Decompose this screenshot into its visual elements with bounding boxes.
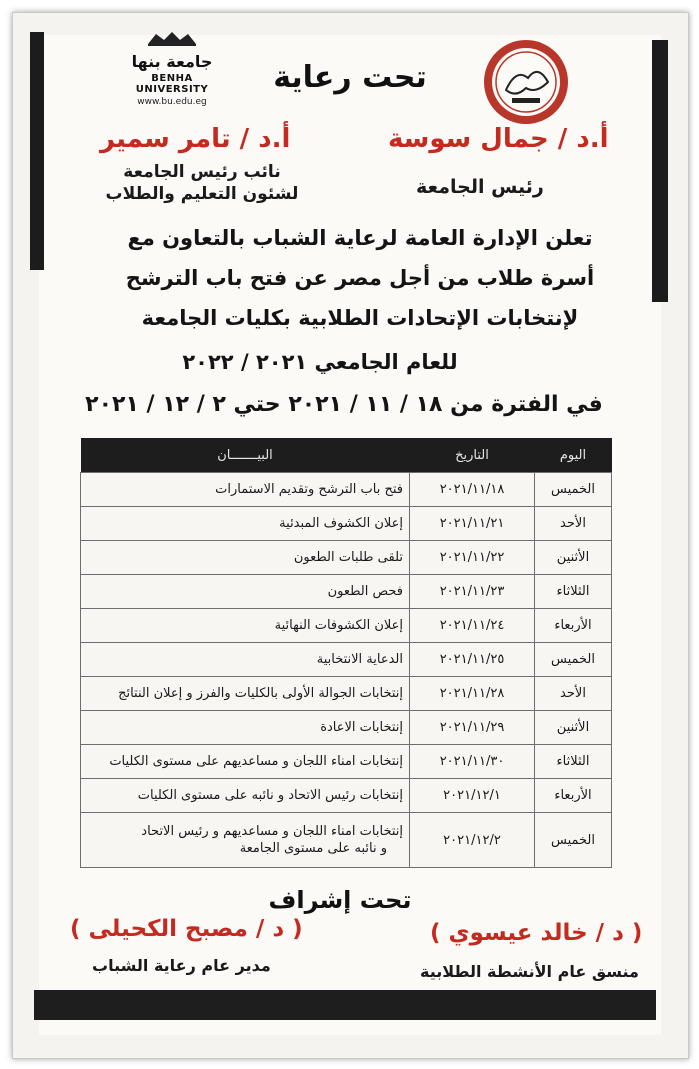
election-schedule-table bbox=[80, 438, 612, 868]
table-row bbox=[81, 677, 612, 711]
row-description: إنتخابات الجوالة الأولى بالكليات والفرز و إعلان النتائج bbox=[81, 677, 410, 711]
table-row bbox=[81, 813, 612, 868]
row-date: ٢٠٢١/١٢/٢ bbox=[410, 813, 535, 868]
row-day: الأحد bbox=[535, 507, 612, 541]
header-day: اليوم bbox=[535, 438, 612, 473]
announcement-line-1: تعلن الإدارة العامة لرعاية الشباب بالتعاون مع bbox=[127, 226, 593, 250]
supervisor-director-name: ( د / مصبح الكحيلى ) bbox=[70, 916, 303, 942]
header-description: البيـــــــان bbox=[81, 438, 410, 473]
announcement-line-2: أسرة طلاب من أجل مصر عن فتح باب الترشح bbox=[125, 266, 595, 290]
row-date: ٢٠٢١/١١/٢٨ bbox=[410, 677, 535, 711]
table-row bbox=[81, 643, 612, 677]
row-day: الأثنين bbox=[535, 541, 612, 575]
row-day: الأربعاء bbox=[535, 779, 612, 813]
row-description bbox=[81, 813, 410, 868]
left-dark-border bbox=[30, 32, 44, 270]
row-date: ٢٠٢١/١١/٢٢ bbox=[410, 541, 535, 575]
row-date: ٢٠٢١/١١/٢٩ bbox=[410, 711, 535, 745]
patron-president-role: رئيس الجامعة bbox=[416, 176, 544, 198]
table-row bbox=[81, 779, 612, 813]
header-date: التاريخ bbox=[410, 438, 535, 473]
row-date: ٢٠٢١/١١/١٨ bbox=[410, 473, 535, 507]
row-description: إعلان الكشوفات النهائية bbox=[81, 609, 410, 643]
table-row bbox=[81, 473, 612, 507]
row-day: الخميس bbox=[535, 813, 612, 868]
row-date: ٢٠٢١/١١/٢٣ bbox=[410, 575, 535, 609]
row-description-line2: و نائبه على مستوى الجامعة bbox=[239, 841, 387, 856]
row-date: ٢٠٢١/١١/٢١ bbox=[410, 507, 535, 541]
row-day: الثلاثاء bbox=[535, 745, 612, 779]
row-date: ٢٠٢١/١١/٢٤ bbox=[410, 609, 535, 643]
university-logo bbox=[120, 30, 224, 107]
patron-vice-role-line2: لشئون التعليم والطلاب bbox=[105, 184, 299, 204]
row-description-line1: إنتخابات امناء اللجان و مساعديهم و رئيس الاتحاد bbox=[141, 824, 403, 839]
row-date: ٢٠٢١/١٢/١ bbox=[410, 779, 535, 813]
table-row bbox=[81, 575, 612, 609]
table-row bbox=[81, 507, 612, 541]
row-description: الدعاية الانتخابية bbox=[81, 643, 410, 677]
supervision-title: تحت إشراف bbox=[268, 886, 412, 914]
university-emblem-icon bbox=[144, 30, 200, 46]
row-day: الأثنين bbox=[535, 711, 612, 745]
patron-vice-name: أ.د / تامر سمير bbox=[100, 124, 291, 154]
university-seal-icon bbox=[482, 38, 570, 126]
row-day: الأربعاء bbox=[535, 609, 612, 643]
patron-vice-role-line1: نائب رئيس الجامعة bbox=[123, 162, 281, 182]
row-description: إنتخابات الاعادة bbox=[81, 711, 410, 745]
row-date: ٢٠٢١/١١/٣٠ bbox=[410, 745, 535, 779]
row-date: ٢٠٢١/١١/٢٥ bbox=[410, 643, 535, 677]
row-description: إنتخابات رئيس الاتحاد و نائبه على مستوى الكليات bbox=[81, 779, 410, 813]
row-day: الثلاثاء bbox=[535, 575, 612, 609]
row-description: تلقى طلبات الطعون bbox=[81, 541, 410, 575]
row-description: فتح باب الترشح وتقديم الاستمارات bbox=[81, 473, 410, 507]
bottom-dark-border bbox=[34, 990, 656, 1020]
table-row bbox=[81, 745, 612, 779]
table-row bbox=[81, 609, 612, 643]
row-day: الأحد bbox=[535, 677, 612, 711]
row-description: فحص الطعون bbox=[81, 575, 410, 609]
patronage-title: تحت رعاية bbox=[273, 60, 427, 95]
table-row bbox=[81, 541, 612, 575]
academic-year: للعام الجامعي ٢٠٢١ / ٢٠٢٢ bbox=[182, 350, 458, 374]
table-header-row bbox=[81, 438, 612, 473]
patron-president-name: أ.د / جمال سوسة bbox=[388, 124, 609, 154]
announcement-line-3: لإنتخابات الإتحادات الطلابية بكليات الجامعة bbox=[141, 306, 579, 330]
university-name-en: BENHA UNIVERSITY bbox=[135, 73, 209, 95]
supervisor-coordinator-name: ( د / خالد عيسوي ) bbox=[430, 920, 643, 946]
row-description: إعلان الكشوف المبدئية bbox=[81, 507, 410, 541]
table-row bbox=[81, 711, 612, 745]
row-description: إنتخابات امناء اللجان و مساعديهم على مستوى الكليات bbox=[81, 745, 410, 779]
university-name-ar: جامعة بنها bbox=[131, 52, 213, 71]
university-url: www.bu.edu.eg bbox=[137, 97, 207, 107]
supervisor-director-role: مدير عام رعاية الشباب bbox=[92, 956, 271, 975]
election-period: في الفترة من ١٨ / ١١ / ٢٠٢١ حتي ٢ / ١٢ / ٢٠٢١ bbox=[85, 392, 603, 417]
supervisor-coordinator-role: منسق عام الأنشطة الطلابية bbox=[420, 962, 639, 981]
row-day: الخميس bbox=[535, 473, 612, 507]
right-dark-border bbox=[652, 40, 668, 302]
row-day: الخميس bbox=[535, 643, 612, 677]
